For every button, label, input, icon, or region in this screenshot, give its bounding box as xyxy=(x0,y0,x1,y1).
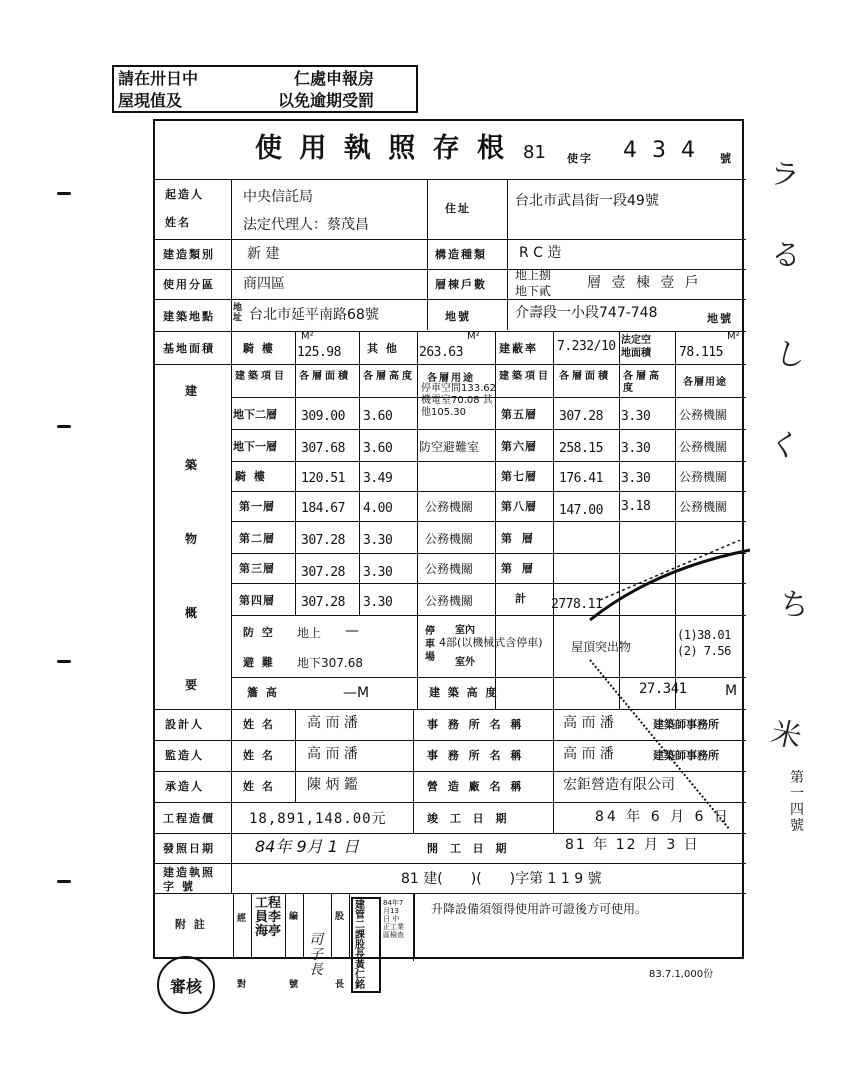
floor-area: 307.68 xyxy=(301,441,345,456)
floor-use: 公務機關 xyxy=(425,532,474,546)
parking-outdoor: 室外 xyxy=(455,657,475,668)
floor-area: 307.28 xyxy=(301,565,345,580)
floor-use: 防空避難室 xyxy=(419,440,480,454)
chief-label-bottom: 長 xyxy=(335,980,345,990)
shelter-above-value: — xyxy=(345,623,359,639)
chief-stamp-text: 建管二課股長黃仁銘 xyxy=(355,900,365,991)
permit-hao: 號 xyxy=(720,152,733,165)
inspector-signature: 工程員李海亭 xyxy=(255,896,282,939)
floor-use: 公務機關 xyxy=(425,594,474,608)
other-area-label: 其 他 xyxy=(367,342,399,355)
site-address-tag: 地址 xyxy=(233,303,243,323)
notice-line-1: 請在卅日中 仁處申報房 xyxy=(118,69,375,88)
floor-height: 3.18 xyxy=(621,499,651,514)
site-label: 建築地點 xyxy=(163,310,215,323)
building-height-label: 建 築 高 度 xyxy=(429,686,499,699)
floor-area: 258.15 xyxy=(559,441,603,456)
remarks-text: 升降設備須領得使用許可證後方可使用。 xyxy=(431,902,648,916)
arcade-area: 125.98 xyxy=(297,345,341,360)
office-label: 營 造 廠 名 稱 xyxy=(427,780,525,793)
building-permit-label-2: 字 號 xyxy=(163,880,195,893)
shelter-label-2: 避 難 xyxy=(243,656,275,669)
notice-line-2: 屋現值及 以免逾期受罰 xyxy=(118,91,375,110)
zone-value: 商四區 xyxy=(243,276,285,292)
site-area-label: 基地面積 xyxy=(163,342,215,355)
office-name: 高 而 潘 xyxy=(563,746,614,762)
building-section-label: 建 xyxy=(185,384,200,398)
floor-name: 第七層 xyxy=(501,470,537,483)
floor-height: 3.30 xyxy=(363,565,393,580)
date-stamp-text: 84年7月13日 中正工業區檢查 xyxy=(383,899,404,939)
floor-name: 地下一層 xyxy=(233,440,277,453)
site-address: 台北市延平南路68號 xyxy=(249,307,379,323)
eaves-value: —M xyxy=(343,685,370,701)
permit-year: 81 xyxy=(523,142,546,163)
office-suffix: 建築師事務所 xyxy=(653,749,719,762)
floor-use: 公務機關 xyxy=(679,470,728,484)
floor-name: 第二層 xyxy=(239,532,275,545)
parking-indoor: 室內 xyxy=(455,625,475,636)
parking-label: 停車場 xyxy=(425,626,435,663)
office-label: 事 務 所 名 稱 xyxy=(427,718,525,731)
floor-height: 4.00 xyxy=(363,501,393,516)
applicant-representative: 法定代理人：蔡茂昌 xyxy=(243,217,369,233)
serial-label-bottom: 號 xyxy=(289,980,299,990)
total-label: 計 xyxy=(515,592,528,605)
margin-number-label: 第一四 號 xyxy=(790,770,804,834)
completion-label: 竣 工 日 期 xyxy=(427,812,511,825)
building-class-label: 建造類別 xyxy=(163,248,215,261)
floor-use: 公務機關 xyxy=(679,408,728,422)
floor-use: 公務機關 xyxy=(425,562,474,576)
floors-label: 層棟戶數 xyxy=(435,278,487,291)
lot-label: 地號 xyxy=(445,310,471,323)
coverage-label: 建蔽率 xyxy=(499,342,538,355)
item-header: 建築項目 xyxy=(235,371,287,382)
office-label: 事 務 所 名 稱 xyxy=(427,749,525,762)
floor-height: 3.60 xyxy=(363,441,393,456)
cost-label: 工程造價 xyxy=(163,812,215,825)
unit-m2: M² xyxy=(301,331,314,342)
form-title: 使 用 執 照 存 根 xyxy=(255,133,508,164)
unit-m2: M² xyxy=(467,331,480,342)
use-header: 各層用途 xyxy=(427,373,475,384)
roof-protrusion-label: 屋頂突出物 xyxy=(571,640,632,654)
use-header: 各層用途 xyxy=(683,377,727,388)
roof-protrusion-2: (2) 7.56 xyxy=(677,644,731,658)
shelter-below: 地下307.68 xyxy=(297,656,363,670)
start-date-label: 開 工 日 期 xyxy=(427,842,511,855)
role-label: 承造人 xyxy=(165,780,204,793)
height-header: 各層高度 xyxy=(363,371,415,382)
structure-label: 構造種類 xyxy=(435,248,487,261)
building-height-value: 27.341 xyxy=(639,681,687,697)
margin-mark: ラ xyxy=(765,155,803,196)
floors-suffix: 層 壹 棟 壹 戶 xyxy=(587,275,702,291)
review-seal xyxy=(157,956,215,1014)
floor-height: 3.30 xyxy=(363,595,393,610)
floor-area: 309.00 xyxy=(301,409,345,424)
floors-above: 地上捌 xyxy=(515,268,552,282)
office-suffix: 建築師事務所 xyxy=(653,718,719,731)
legal-open-label-1: 法定空 xyxy=(621,335,651,346)
floor-name: 騎 樓 xyxy=(235,470,267,483)
legal-open-label-2: 地面積 xyxy=(621,348,651,359)
floor-area: 184.67 xyxy=(301,501,345,516)
building-permit-number: 81 建( )( )字第 1 1 9 號 xyxy=(401,871,602,887)
area-header: 各層面積 xyxy=(559,371,611,382)
person-name: 陳 炳 鑑 xyxy=(307,777,358,793)
building-class-value: 新 建 xyxy=(247,246,280,262)
floor-name: 第四層 xyxy=(239,594,275,607)
permit-number: 4 3 4 xyxy=(623,138,699,163)
floor-area: 307.28 xyxy=(301,533,345,548)
floor-height: 3.60 xyxy=(363,409,393,424)
cost-value: 18,891,148.00元 xyxy=(249,811,387,827)
floor-height: 3.30 xyxy=(363,533,393,548)
completion-date: 84 年 6 月 6 日 xyxy=(595,809,731,825)
height-header: 各層高度 xyxy=(623,371,662,394)
start-date: 81 年 12 月 3 日 xyxy=(565,837,700,853)
seal-text: 審核 xyxy=(169,976,202,996)
person-name: 高 而 潘 xyxy=(307,746,358,762)
total-area: 2778.11 xyxy=(551,597,603,612)
area-header: 各層面積 xyxy=(299,371,351,382)
name-label: 姓 名 xyxy=(243,718,275,731)
building-section-label: 要 xyxy=(185,678,200,692)
floor-name: 第八層 xyxy=(501,500,537,513)
legal-open-area: 78.115 xyxy=(679,345,723,360)
applicant-label: 起造人 xyxy=(165,188,204,201)
margin-mark: く xyxy=(765,425,803,466)
name-label: 姓 名 xyxy=(243,780,275,793)
lot-suffix: 地號 xyxy=(707,312,733,325)
floor-height: 3.49 xyxy=(363,471,393,486)
building-height-unit: M xyxy=(725,683,738,699)
floor-area: 120.51 xyxy=(301,471,345,486)
floor-use: 公務機關 xyxy=(679,500,728,514)
binding-mark xyxy=(57,192,71,195)
applicant-name-label: 姓名 xyxy=(165,216,191,229)
role-label: 監造人 xyxy=(165,749,204,762)
applicant-name: 中央信託局 xyxy=(243,189,313,205)
other-area: 263.63 xyxy=(419,345,463,360)
name-label: 姓 名 xyxy=(243,749,275,762)
floor-name: 第五層 xyxy=(501,408,537,421)
floors-below: 地下貳 xyxy=(515,284,552,298)
role-label: 設計人 xyxy=(165,718,204,731)
building-section-label: 物 xyxy=(185,532,200,546)
eaves-label: 簷 高 xyxy=(247,686,279,699)
section-chief-signature: 司子長 xyxy=(309,932,323,978)
floor-name: 第一層 xyxy=(239,500,275,513)
chief-label-top: 股 xyxy=(335,912,345,922)
margin-mark: し xyxy=(771,335,809,376)
binding-mark xyxy=(57,660,71,663)
building-section-label: 築 xyxy=(185,458,200,472)
floor-name: 第 層 xyxy=(501,562,536,575)
person-name: 高 而 潘 xyxy=(307,715,358,731)
applicant-address: 台北市武昌街一段49號 xyxy=(515,193,659,209)
binding-mark xyxy=(57,880,71,883)
floor-name: 地下二層 xyxy=(233,408,277,421)
floor-name: 第 層 xyxy=(501,532,536,545)
floor-use: 公務機關 xyxy=(425,500,474,514)
shelter-above-label: 地上 xyxy=(297,626,322,640)
floor-area: 147.00 xyxy=(559,503,603,518)
tax-notice-stamp xyxy=(112,65,418,113)
issue-date: 84年 9月 1 日 xyxy=(255,837,359,856)
address-label: 住址 xyxy=(445,202,471,215)
building-permit-label-1: 建造執照 xyxy=(163,866,215,879)
floor-use: 公務機關 xyxy=(679,440,728,454)
floor-area: 307.28 xyxy=(301,595,345,610)
check-label-top: 經 xyxy=(237,914,247,924)
floor-area: 307.28 xyxy=(559,409,603,424)
issue-date-label: 發照日期 xyxy=(163,842,215,855)
margin-mark: る xyxy=(767,235,805,276)
unit-m2: M² xyxy=(727,331,740,342)
item-header: 建築項目 xyxy=(499,371,551,382)
lot-value: 介壽段一小段747-748 xyxy=(515,305,658,321)
shelter-label-1: 防 空 xyxy=(243,626,275,639)
arcade-label: 騎 樓 xyxy=(243,342,275,355)
building-section-label: 概 xyxy=(185,606,200,620)
floor-height: 3.30 xyxy=(621,471,651,486)
binding-mark xyxy=(57,425,71,428)
serial-label-top: 編 xyxy=(289,912,299,922)
floor-use: 停車空間133.62 機電室70.08 其他105.30 xyxy=(421,383,496,418)
floor-height: 3.30 xyxy=(621,409,651,424)
diagonal-stamp-stroke xyxy=(580,540,760,840)
roof-protrusion-1: (1)38.01 xyxy=(677,628,731,642)
structure-value: R C 造 xyxy=(519,245,562,261)
coverage-value: 7.232/10 xyxy=(557,339,616,354)
parking-value: 4部(以機械式含停車) xyxy=(439,636,543,649)
print-code: 83.7.1,000份 xyxy=(649,969,714,980)
office-name: 宏鉅營造有限公司 xyxy=(563,777,675,793)
check-label-bottom: 對 xyxy=(237,980,247,990)
floor-height: 3.30 xyxy=(621,441,651,456)
zone-label: 使用分區 xyxy=(163,278,215,291)
remarks-label: 附 註 xyxy=(175,918,207,931)
floor-name: 第三層 xyxy=(239,562,275,575)
office-name: 高 而 潘 xyxy=(563,715,614,731)
floor-name: 第六層 xyxy=(501,440,537,453)
margin-mark: 米 xyxy=(767,715,805,756)
floor-area: 176.41 xyxy=(559,471,603,486)
permit-char-label: 使字 xyxy=(567,152,593,165)
margin-mark: ち xyxy=(775,585,813,626)
